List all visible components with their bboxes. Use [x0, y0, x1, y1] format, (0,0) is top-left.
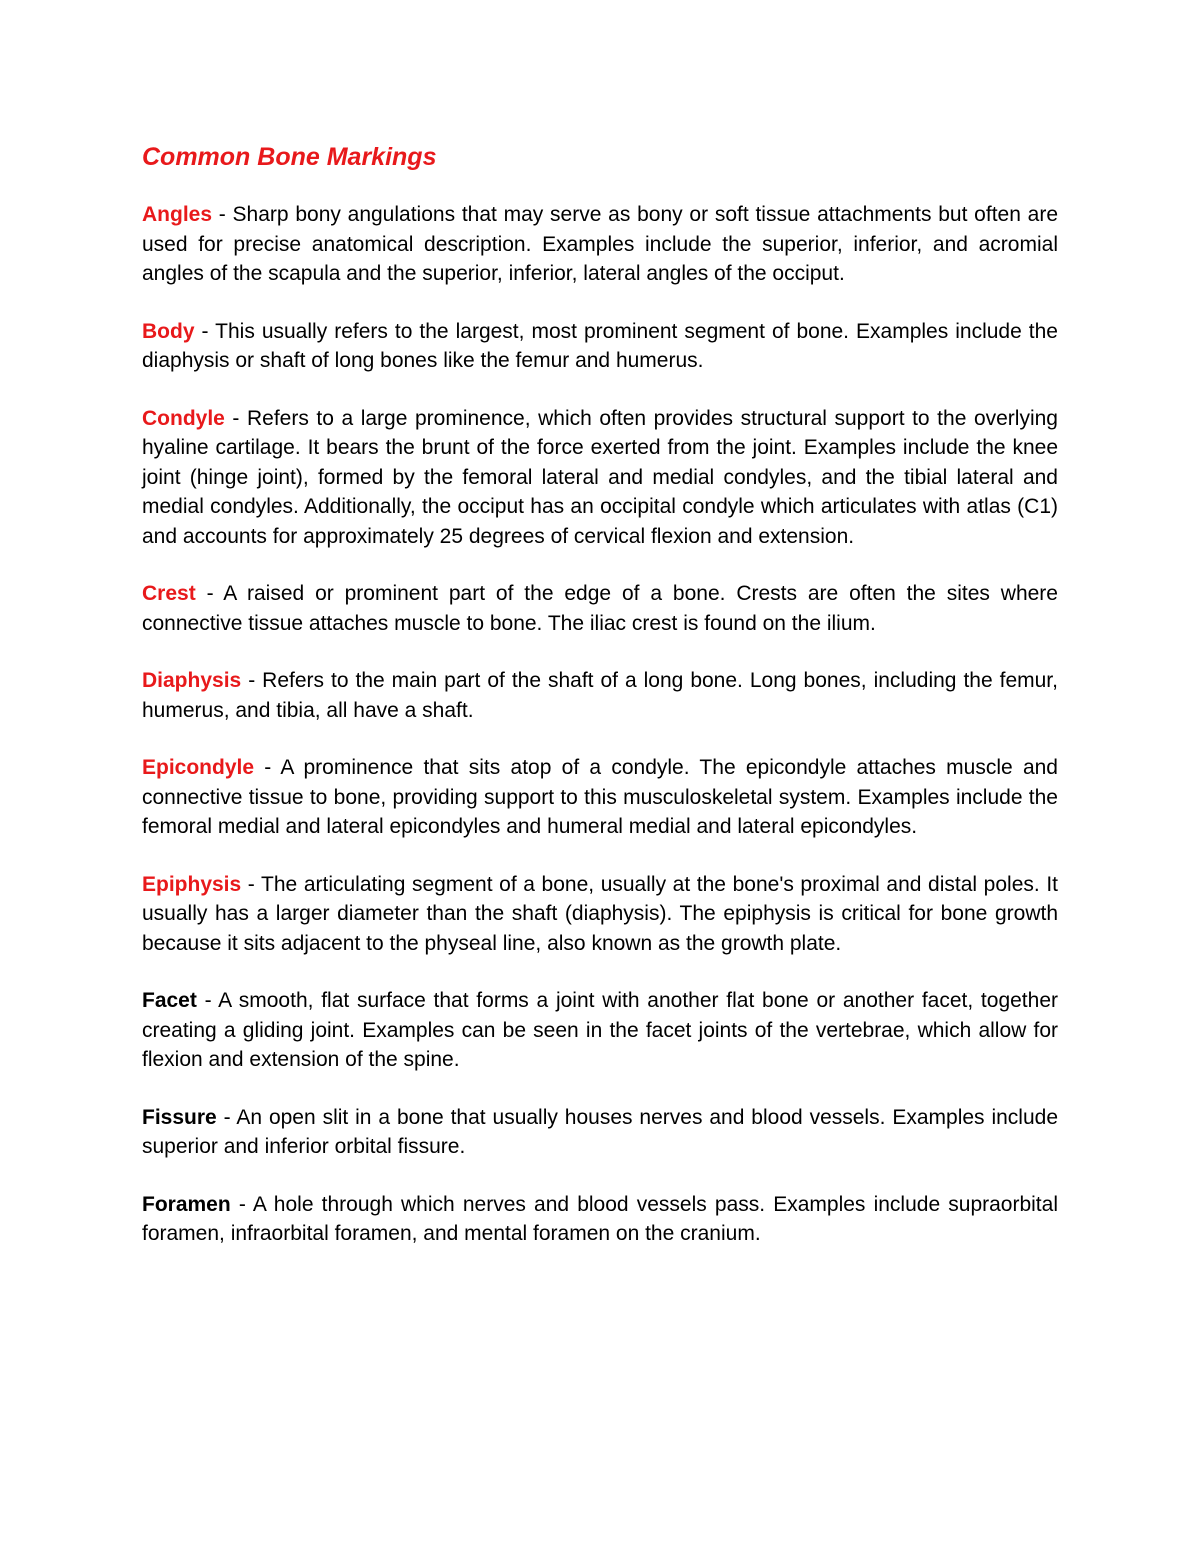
- term-facet: Facet: [142, 989, 197, 1012]
- term-condyle: Condyle: [142, 406, 225, 430]
- term-epiphysis: Epiphysis: [142, 872, 242, 896]
- separator: -: [241, 872, 262, 896]
- separator: -: [212, 203, 233, 226]
- definition-epiphysis: The articulating segment of a bone, usually at the bone's proximal and distal poles. It usually has a larger diameter than the shaft (diaphysis). The epiphysis is critical for bone growth because it sits adjacent to the physeal line, also known as the growth plate.: [142, 872, 1058, 955]
- definition-facet: A smooth, flat surface that forms a joint with another flat bone or another facet, together creating a gliding joint. Examples can be seen in the facet joints of the vertebrae, which allow for flexion and extension of the spine.: [142, 989, 1058, 1071]
- term-body: Body: [142, 319, 195, 343]
- entry-diaphysis: [142, 666, 1058, 725]
- entry-epiphysis: [142, 870, 1058, 959]
- separator: -: [224, 406, 247, 430]
- term-foramen: Foramen: [142, 1192, 231, 1216]
- definition-condyle: Refers to a large prominence, which often provides structural support to the overlying hyaline cartilage. It bears the brunt of the force exerted from the joint. Examples include the knee joint (hinge joint), formed by the femoral lateral and medial condyles, and the tibial lateral and medial condyles. Additionally, the occiput has an occipital condyle which articulates with atlas (C1) and accounts for approximately 25 degrees of cervical flexion and extension.: [142, 406, 1058, 548]
- definition-crest: A raised or prominent part of the edge of a bone. Crests are often the sites where connective tissue attaches muscle to bone. The iliac crest is found on the ilium.: [142, 582, 1058, 635]
- document-page: [142, 140, 1058, 1277]
- separator: -: [195, 582, 224, 605]
- definition-fissure: An open slit in a bone that usually houses nerves and blood vessels. Examples include superior and inferior orbital fissure.: [142, 1105, 1058, 1158]
- document-title: Common Bone Markings: [142, 143, 437, 171]
- entry-facet: [142, 986, 1058, 1075]
- separator: -: [254, 756, 281, 779]
- term-crest: Crest: [142, 582, 196, 605]
- entry-crest: [142, 579, 1058, 638]
- definition-diaphysis: Refers to the main part of the shaft of a long bone. Long bones, including the femur, humerus, and tibia, all have a shaft.: [142, 669, 1058, 722]
- separator: -: [216, 1105, 237, 1129]
- entry-foramen: [142, 1190, 1058, 1249]
- definition-epicondyle: A prominence that sits atop of a condyle. The epicondyle attaches muscle and connective tissue to bone, providing support to this musculoskeletal system. Examples include the femoral medial and lateral epicondyles and humeral medial and lateral epicondyles.: [142, 756, 1058, 838]
- entry-body: [142, 317, 1058, 376]
- term-epicondyle: Epicondyle: [142, 756, 255, 779]
- separator: -: [241, 669, 263, 692]
- entry-angles: [142, 200, 1058, 289]
- definition-foramen: A hole through which nerves and blood vessels pass. Examples include supraorbital foramen, infraorbital foramen, and mental foramen on the cranium.: [142, 1192, 1058, 1245]
- term-diaphysis: Diaphysis: [142, 669, 242, 692]
- entry-epicondyle: [142, 753, 1058, 842]
- definition-angles: Sharp bony angulations that may serve as bony or soft tissue attachments but often are used for precise anatomical description. Examples include the superior, inferior, and acromial angles of the scapula and the superior, inferior, lateral angles of the occiput.: [142, 203, 1059, 285]
- separator: -: [230, 1192, 253, 1216]
- definition-body: This usually refers to the largest, most prominent segment of bone. Examples include the diaphysis or shaft of long bones like the femur and humerus.: [142, 319, 1058, 372]
- separator: -: [196, 989, 219, 1012]
- term-fissure: Fissure: [142, 1105, 217, 1129]
- term-angles: Angles: [142, 203, 213, 226]
- entry-condyle: [142, 404, 1058, 552]
- separator: -: [194, 319, 216, 343]
- entry-fissure: [142, 1103, 1058, 1162]
